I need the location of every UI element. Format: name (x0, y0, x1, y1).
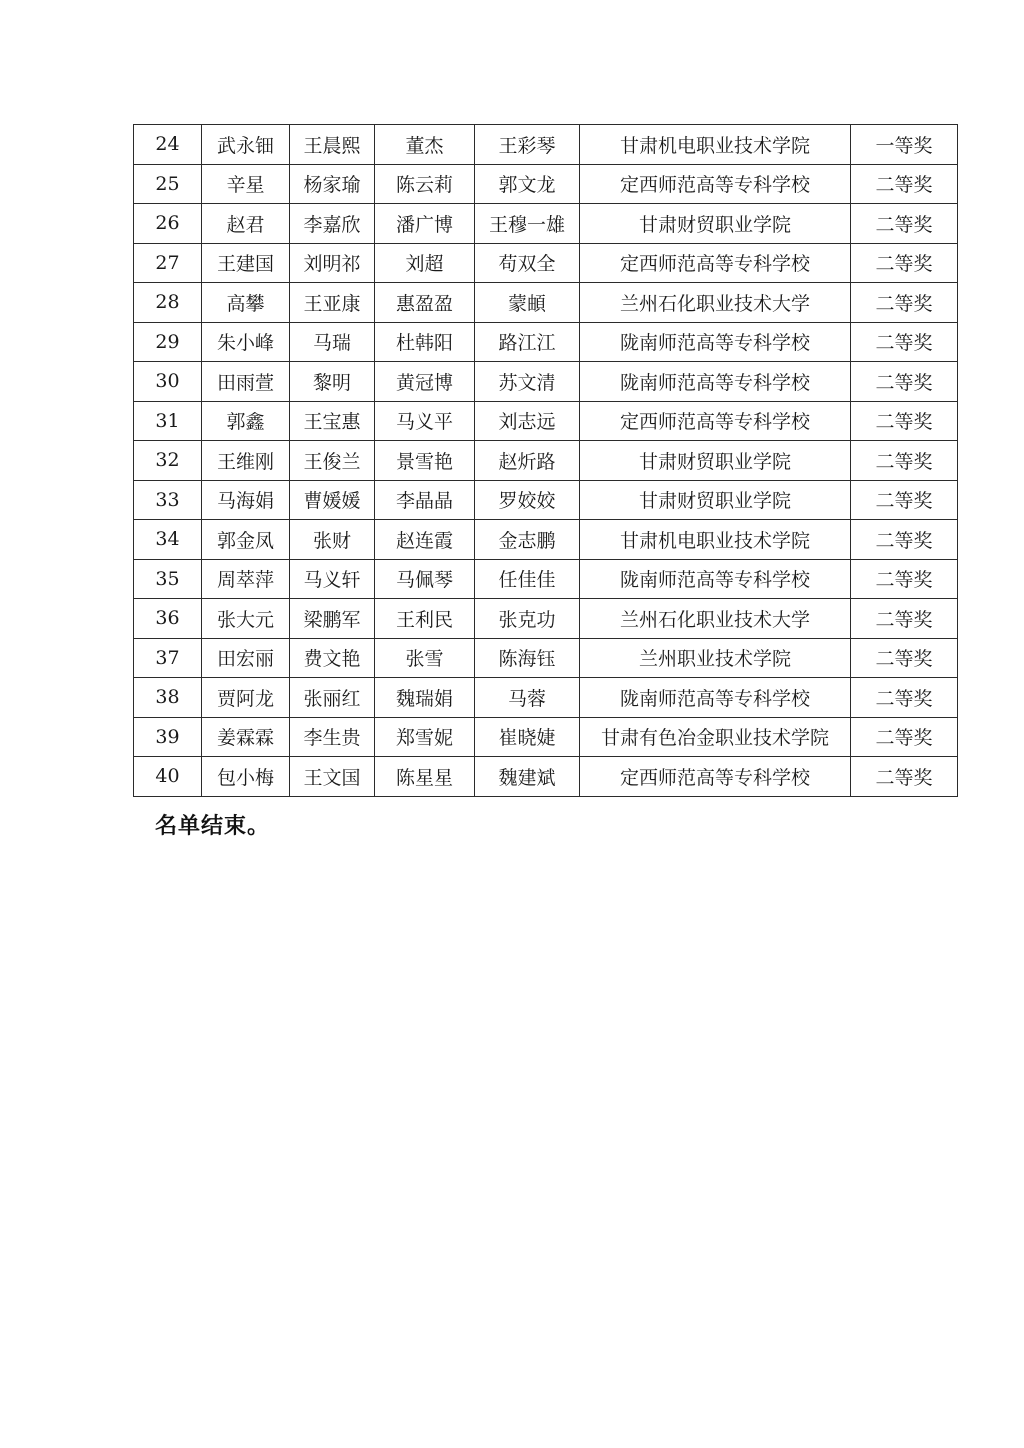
member-2-cell: 杨家瑜 (290, 164, 375, 204)
member-3-cell: 潘广博 (375, 204, 475, 244)
member-1-cell: 马海娟 (202, 480, 290, 520)
table-row (134, 283, 958, 323)
advisor-cell: 魏建斌 (475, 757, 580, 797)
school-cell: 陇南师范高等专科学校 (580, 678, 851, 718)
row-number-cell: 40 (134, 757, 202, 797)
school-cell: 兰州石化职业技术大学 (580, 283, 851, 323)
table-row (134, 401, 958, 441)
row-number-cell: 39 (134, 717, 202, 757)
member-2-cell: 费文艳 (290, 638, 375, 678)
row-number-cell: 38 (134, 678, 202, 718)
row-number-cell: 27 (134, 243, 202, 283)
table-row (134, 520, 958, 560)
school-cell: 甘肃财贸职业学院 (580, 204, 851, 244)
row-number-cell: 36 (134, 599, 202, 639)
member-1-cell: 贾阿龙 (202, 678, 290, 718)
member-1-cell: 张大元 (202, 599, 290, 639)
row-number-cell: 24 (134, 125, 202, 165)
advisor-cell: 赵炘路 (475, 441, 580, 481)
advisor-cell: 王彩琴 (475, 125, 580, 165)
table-row (134, 441, 958, 481)
table-row (134, 757, 958, 797)
member-1-cell: 田雨萱 (202, 362, 290, 402)
member-1-cell: 辛星 (202, 164, 290, 204)
school-cell: 陇南师范高等专科学校 (580, 559, 851, 599)
advisor-cell: 苟双全 (475, 243, 580, 283)
member-1-cell: 姜霖霖 (202, 717, 290, 757)
advisor-cell: 马蓉 (475, 678, 580, 718)
member-3-cell: 魏瑞娟 (375, 678, 475, 718)
school-cell: 陇南师范高等专科学校 (580, 362, 851, 402)
award-cell: 二等奖 (851, 322, 958, 362)
member-3-cell: 郑雪妮 (375, 717, 475, 757)
advisor-cell: 蒙頔 (475, 283, 580, 323)
member-2-cell: 马义轩 (290, 559, 375, 599)
advisor-cell: 苏文清 (475, 362, 580, 402)
member-2-cell: 刘明祁 (290, 243, 375, 283)
row-number-cell: 37 (134, 638, 202, 678)
member-3-cell: 赵连霞 (375, 520, 475, 560)
school-cell: 甘肃财贸职业学院 (580, 441, 851, 481)
award-cell: 一等奖 (851, 125, 958, 165)
table-row (134, 362, 958, 402)
advisor-cell: 崔晓婕 (475, 717, 580, 757)
member-1-cell: 武永钿 (202, 125, 290, 165)
member-2-cell: 李嘉欣 (290, 204, 375, 244)
school-cell: 定西师范高等专科学校 (580, 164, 851, 204)
row-number-cell: 31 (134, 401, 202, 441)
award-cell: 二等奖 (851, 678, 958, 718)
advisor-cell: 罗姣姣 (475, 480, 580, 520)
award-cell: 二等奖 (851, 283, 958, 323)
row-number-cell: 34 (134, 520, 202, 560)
member-1-cell: 包小梅 (202, 757, 290, 797)
row-number-cell: 29 (134, 322, 202, 362)
member-3-cell: 黄冠博 (375, 362, 475, 402)
school-cell: 甘肃机电职业技术学院 (580, 125, 851, 165)
member-3-cell: 王利民 (375, 599, 475, 639)
member-2-cell: 王文国 (290, 757, 375, 797)
award-cell: 二等奖 (851, 362, 958, 402)
school-cell: 定西师范高等专科学校 (580, 243, 851, 283)
table-row (134, 164, 958, 204)
row-number-cell: 33 (134, 480, 202, 520)
award-cell: 二等奖 (851, 559, 958, 599)
award-cell: 二等奖 (851, 480, 958, 520)
member-1-cell: 田宏丽 (202, 638, 290, 678)
member-2-cell: 张财 (290, 520, 375, 560)
award-cell: 二等奖 (851, 520, 958, 560)
member-3-cell: 马义平 (375, 401, 475, 441)
school-cell: 兰州职业技术学院 (580, 638, 851, 678)
member-3-cell: 张雪 (375, 638, 475, 678)
member-2-cell: 黎明 (290, 362, 375, 402)
member-1-cell: 朱小峰 (202, 322, 290, 362)
end-of-list-note: 名单结束。 (155, 814, 271, 839)
award-cell: 二等奖 (851, 441, 958, 481)
school-cell: 兰州石化职业技术大学 (580, 599, 851, 639)
advisor-cell: 郭文龙 (475, 164, 580, 204)
member-2-cell: 王俊兰 (290, 441, 375, 481)
member-2-cell: 梁鹏军 (290, 599, 375, 639)
member-3-cell: 刘超 (375, 243, 475, 283)
table-row (134, 480, 958, 520)
school-cell: 甘肃财贸职业学院 (580, 480, 851, 520)
award-cell: 二等奖 (851, 717, 958, 757)
school-cell: 甘肃机电职业技术学院 (580, 520, 851, 560)
member-2-cell: 曹媛媛 (290, 480, 375, 520)
member-2-cell: 王亚康 (290, 283, 375, 323)
member-1-cell: 郭鑫 (202, 401, 290, 441)
member-1-cell: 赵君 (202, 204, 290, 244)
school-cell: 定西师范高等专科学校 (580, 757, 851, 797)
award-cell: 二等奖 (851, 401, 958, 441)
award-cell: 二等奖 (851, 599, 958, 639)
member-2-cell: 王宝惠 (290, 401, 375, 441)
table-row (134, 243, 958, 283)
member-2-cell: 马瑞 (290, 322, 375, 362)
award-table-body (134, 125, 958, 797)
award-cell: 二等奖 (851, 164, 958, 204)
member-1-cell: 高攀 (202, 283, 290, 323)
advisor-cell: 张克功 (475, 599, 580, 639)
table-row (134, 678, 958, 718)
member-3-cell: 马佩琴 (375, 559, 475, 599)
advisor-cell: 任佳佳 (475, 559, 580, 599)
row-number-cell: 28 (134, 283, 202, 323)
school-cell: 甘肃有色冶金职业技术学院 (580, 717, 851, 757)
member-2-cell: 李生贵 (290, 717, 375, 757)
table-row (134, 717, 958, 757)
row-number-cell: 26 (134, 204, 202, 244)
row-number-cell: 25 (134, 164, 202, 204)
advisor-cell: 金志鹏 (475, 520, 580, 560)
school-cell: 陇南师范高等专科学校 (580, 322, 851, 362)
row-number-cell: 32 (134, 441, 202, 481)
advisor-cell: 王穆一雄 (475, 204, 580, 244)
award-cell: 二等奖 (851, 243, 958, 283)
member-2-cell: 张丽红 (290, 678, 375, 718)
award-table (133, 124, 958, 797)
member-1-cell: 郭金凤 (202, 520, 290, 560)
member-1-cell: 王维刚 (202, 441, 290, 481)
advisor-cell: 路江江 (475, 322, 580, 362)
member-3-cell: 李晶晶 (375, 480, 475, 520)
member-3-cell: 景雪艳 (375, 441, 475, 481)
member-3-cell: 陈星星 (375, 757, 475, 797)
row-number-cell: 30 (134, 362, 202, 402)
table-row (134, 125, 958, 165)
row-number-cell: 35 (134, 559, 202, 599)
member-3-cell: 陈云莉 (375, 164, 475, 204)
award-cell: 二等奖 (851, 204, 958, 244)
school-cell: 定西师范高等专科学校 (580, 401, 851, 441)
award-cell: 二等奖 (851, 638, 958, 678)
member-3-cell: 杜韩阳 (375, 322, 475, 362)
member-3-cell: 董杰 (375, 125, 475, 165)
member-2-cell: 王晨熙 (290, 125, 375, 165)
table-row (134, 204, 958, 244)
member-1-cell: 周萃萍 (202, 559, 290, 599)
table-row (134, 599, 958, 639)
table-row (134, 559, 958, 599)
award-cell: 二等奖 (851, 757, 958, 797)
member-3-cell: 惠盈盈 (375, 283, 475, 323)
table-row (134, 322, 958, 362)
table-row (134, 638, 958, 678)
advisor-cell: 刘志远 (475, 401, 580, 441)
advisor-cell: 陈海钰 (475, 638, 580, 678)
member-1-cell: 王建国 (202, 243, 290, 283)
